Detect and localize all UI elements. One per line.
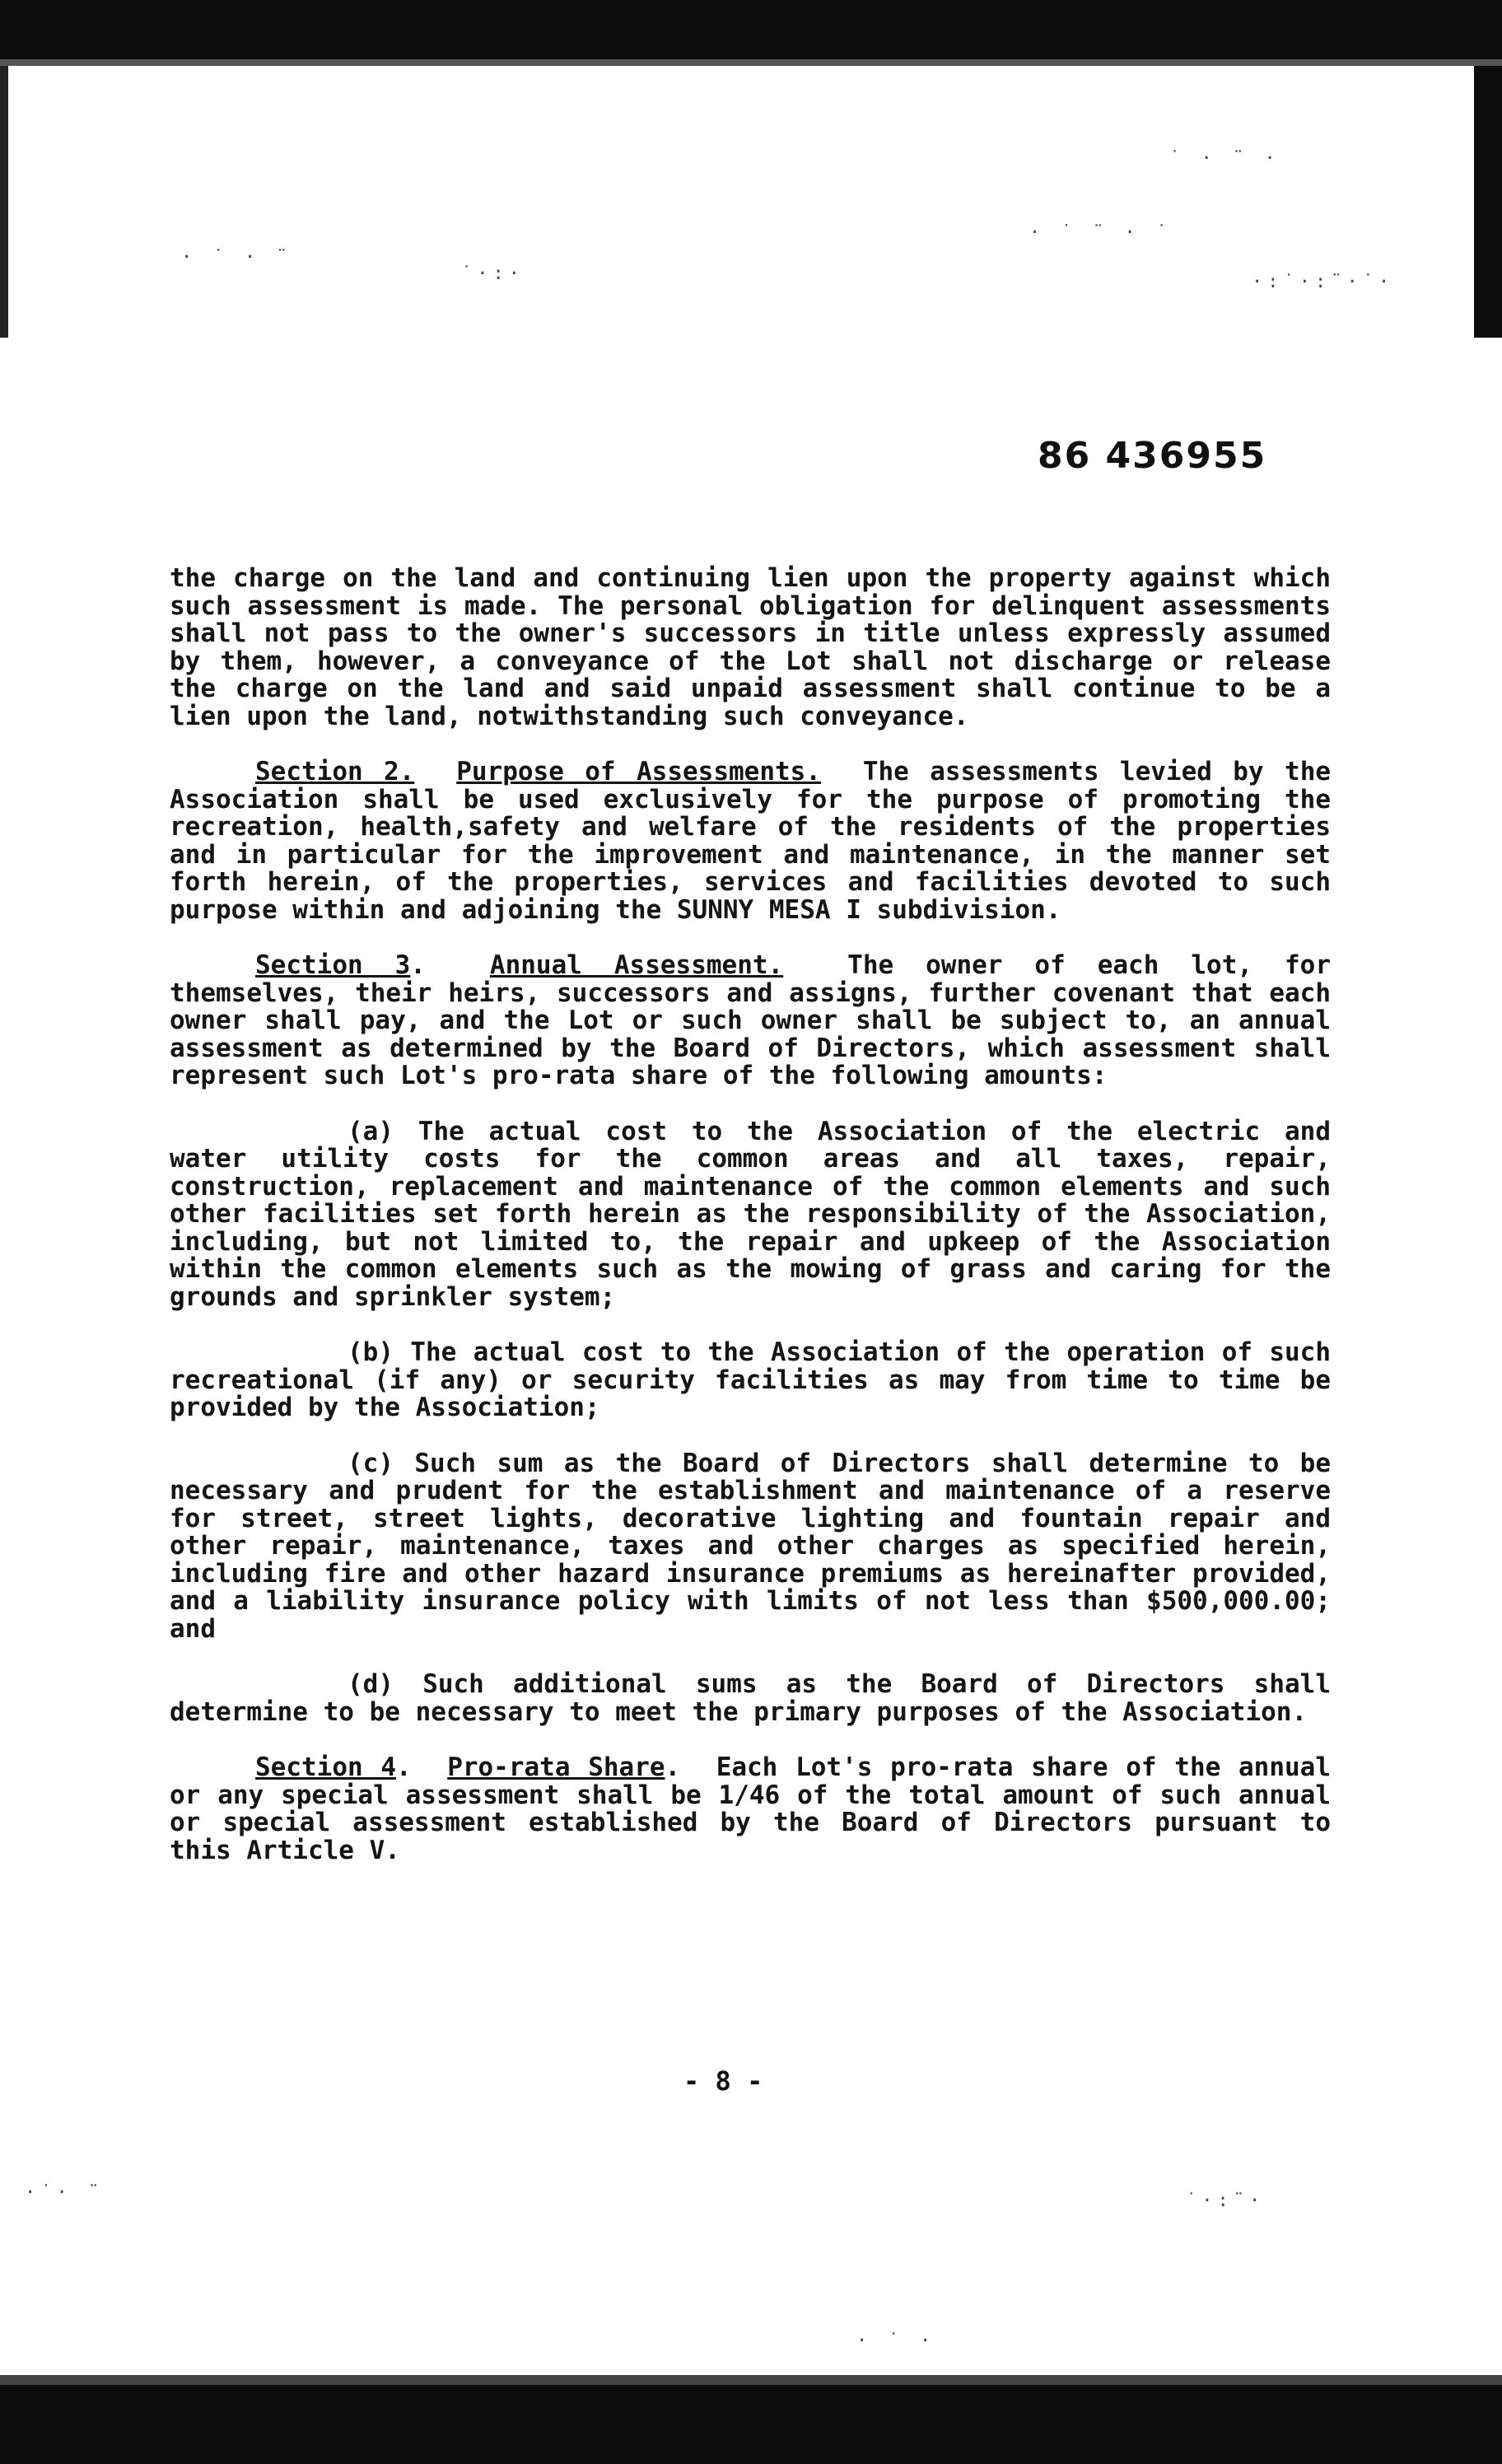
document-number: 86 436955: [1038, 435, 1267, 477]
section-4-paragraph: Section 4. Pro-rata Share. Each Lot's pro-rata share of the annual or any special assessment shall be 1/46 of the total amount of such annual or special assessment established by the Board of Directors pursuant to this Article V.: [170, 1752, 1331, 1865]
scan-noise: ˙ · ¨ ·: [1169, 148, 1280, 169]
section-3-paragraph: Section 3. Annual Assessment. The owner of each lot, for themselves, their heirs, successors and assigns, further covenant that each owner shall pay, and the Lot or such owner shall be subject to, an annual assessment as determined by the Board of Directors, which assessment shall represent such Lot's pro-rata share of the following amounts:: [170, 950, 1331, 1090]
scan-noise: ·˙· ¨: [25, 2182, 105, 2203]
section-3-item-d: (d) Such additional sums as the Board of Directors shall determine to be necessary to meet the primary purposes of the Association.: [170, 1669, 1331, 1727]
section-4-text: Each Lot's pro-rata share of the annual or any special assessment shall be 1/46 of the total amount of such annual or special assessment established by the Board of Directors pursuant to this Article V.: [170, 1752, 1331, 1865]
section-3-item-c: (c) Such sum as the Board of Directors shall determine to be necessary and prudent for the establishment and maintenance of a reserve for street, street lights, decorative lighting and fountain repair and other repair, maintenance, taxes and other charges as specified herein, including fire and other hazard insurance premiums as hereinafter provided, and a liability insurance policy with limits of not less than $500,000.00; and: [170, 1448, 1331, 1644]
section-3-text: The owner of each lot, for themselves, their heirs, successors and assigns, further covenant that each owner shall pay, and the Lot or such owner shall be subject to, an annual assessment as determined by the Board of Directors, which assessment shall represent such Lot's pro-rata share of the following amounts:: [170, 950, 1331, 1090]
scan-border-top: [0, 0, 1502, 59]
document-body: [170, 565, 1331, 1892]
section-4-heading: Pro-rata Share: [447, 1752, 665, 1782]
section-3-item-b: (b) The actual cost to the Association of the operation of such recreational (if any) or security facilities as may from time to time be provided by the Association;: [170, 1337, 1331, 1422]
scan-noise: ·:˙·:¨·˙·: [1252, 272, 1395, 292]
section-2-heading: Purpose of Assessments.: [456, 757, 821, 786]
scan-edge-left: [0, 66, 8, 338]
intro-paragraph: the charge on the land and continuing lien upon the property against which such assessment is made. The personal obligation for delinquent assessments shall not pass to the owner's successors in title unless expressly assumed by them, however, a conveyance of the Lot shall not discharge or release the charge on the land and said unpaid assessment shall continue to be a lien upon the land, notwithstanding such conveyance.: [170, 563, 1331, 731]
scan-noise: ˙·:·: [461, 264, 525, 284]
scan-border-bottom: [0, 2385, 1502, 2464]
section-3-heading: Annual Assessment.: [489, 950, 784, 980]
scan-border-strip: [0, 59, 1502, 66]
section-3-label: Section 3: [255, 950, 411, 980]
section-2-text: The assessments levied by the Association shall be used exclusively for the purpose of promoting the recreation, health,safety and welfare of the residents of the properties and in particular for the improvement and maintenance, in the manner set forth herein, of the properties, services and facilities devoted to such purpose within and adjoining the SUNNY MESA I subdivision.: [170, 757, 1332, 925]
scan-noise: · ˙ ¨ · ˙: [1029, 222, 1173, 243]
page-number: - 8 -: [683, 2065, 763, 2097]
scan-edge-right: [1474, 66, 1502, 338]
scan-noise: · ˙ ·: [856, 2331, 936, 2351]
scan-noise: · ˙ · ¨: [181, 247, 292, 268]
section-2-paragraph: [170, 758, 1331, 924]
scan-noise: ˙·:¨·: [1186, 2191, 1266, 2211]
section-2-label: Section 2.: [255, 757, 415, 786]
section-3-item-a: (a) The actual cost to the Association of the electric and water utility costs for the common areas and all taxes, repair, construction, replacement and maintenance of the common elements and such other facilities set forth herein as the responsibility of the Association, including, but not limited to, the repair and upkeep of the Association within the common elements such as the mowing of grass and caring for the grounds and sprinkler system;: [170, 1116, 1331, 1312]
section-4-label: Section 4: [255, 1752, 397, 1782]
scan-border-strip-bottom: [0, 2375, 1502, 2385]
